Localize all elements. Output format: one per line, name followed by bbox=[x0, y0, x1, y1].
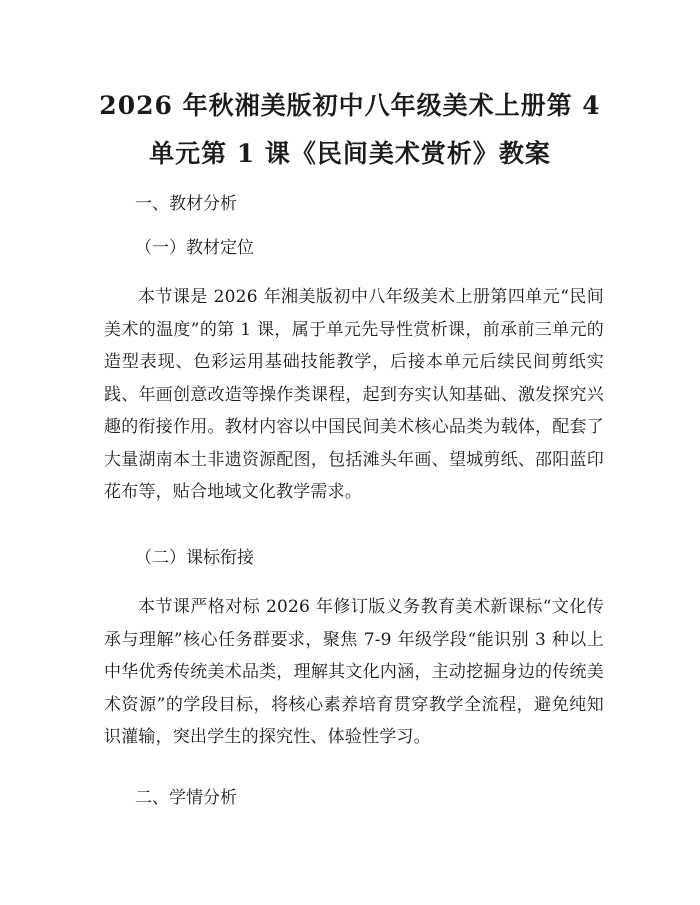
document-title: 2026 年秋湘美版初中八年级美术上册第 4 单元第 1 课《民间美术赏析》教案 bbox=[99, 91, 601, 168]
paragraph-curriculum: 本节课严格对标 2026 年修订版义务教育美术新课标“文化传承与理解”核心任务群要求，聚焦 7-9 年级学段“能识别 3 种以上中华优秀传统美术品类，理解其文化内涵，主动挖掘身边的传统美术资源”的学段目标，将核心素养培育贯穿教学全流程，避免纯知识灌输，突出学生的探究性、体验性学习。 bbox=[104, 597, 604, 747]
section-heading-textbook-analysis: 一、教材分析 bbox=[135, 194, 237, 214]
subsection-heading-curriculum: （二）课标衔接 bbox=[135, 548, 254, 568]
subsection-heading-positioning: （一）教材定位 bbox=[135, 238, 254, 258]
section-heading-student-analysis: 二、学情分析 bbox=[135, 788, 237, 808]
paragraph-positioning: 本节课是 2026 年湘美版初中八年级美术上册第四单元“民间美术的温度”的第 1 课，属于单元先导性赏析课，前承前三单元的造型表现、色彩运用基础技能教学，后接本单元后续民间剪纸实践、年画创意改造等操作类课程，起到夯实认知基础、激发探究兴趣的衔接作用。教材内容以中国民间美术核心品类为载体，配套了大量湖南本土非遗资源配图，包括滩头年画、望城剪纸、邵阳蓝印花布等，贴合地域文化教学需求。 bbox=[104, 287, 604, 502]
